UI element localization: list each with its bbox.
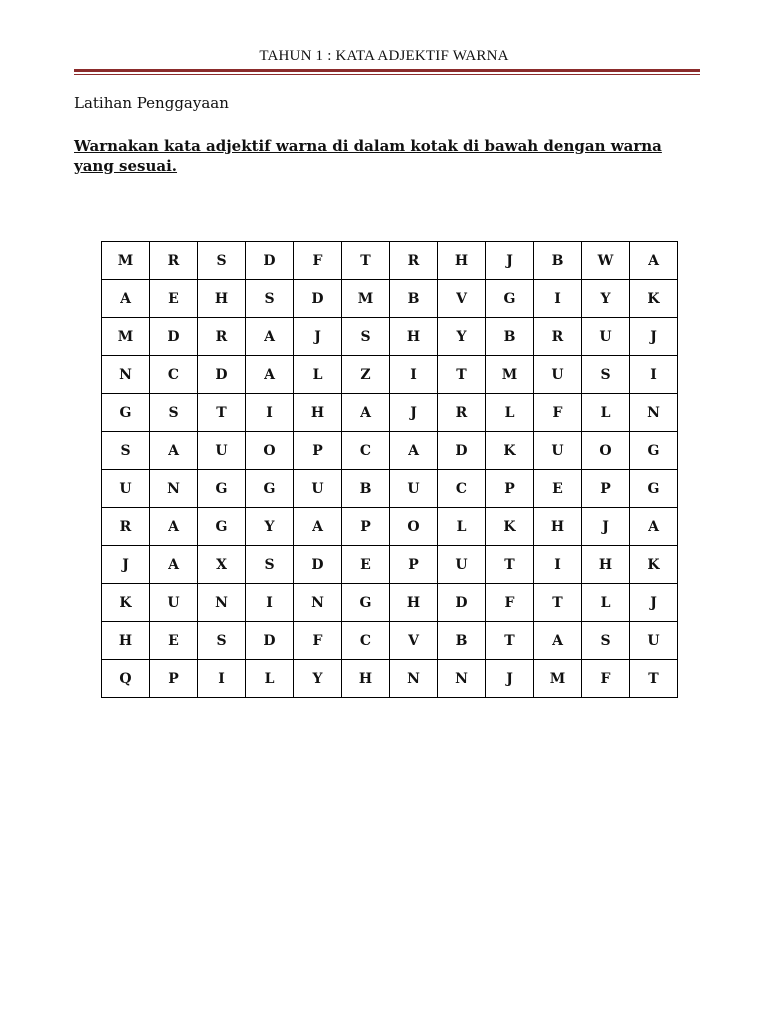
- grid-cell[interactable]: J: [630, 318, 678, 356]
- grid-cell[interactable]: N: [198, 584, 246, 622]
- grid-cell[interactable]: Y: [294, 660, 342, 698]
- grid-cell[interactable]: B: [390, 280, 438, 318]
- grid-cell[interactable]: G: [486, 280, 534, 318]
- grid-row: [102, 622, 678, 660]
- grid-cell[interactable]: M: [534, 660, 582, 698]
- grid-cell[interactable]: A: [246, 318, 294, 356]
- grid-cell[interactable]: N: [438, 660, 486, 698]
- grid-cell[interactable]: N: [630, 394, 678, 432]
- grid-cell[interactable]: H: [342, 660, 390, 698]
- grid-cell[interactable]: U: [102, 470, 150, 508]
- grid-cell[interactable]: D: [150, 318, 198, 356]
- grid-cell[interactable]: K: [630, 546, 678, 584]
- grid-cell[interactable]: T: [198, 394, 246, 432]
- grid-row: [102, 660, 678, 698]
- grid-cell[interactable]: F: [486, 584, 534, 622]
- grid-cell[interactable]: C: [342, 432, 390, 470]
- grid-cell[interactable]: F: [582, 660, 630, 698]
- grid-cell[interactable]: H: [102, 622, 150, 660]
- grid-cell[interactable]: D: [294, 546, 342, 584]
- grid-cell[interactable]: S: [150, 394, 198, 432]
- grid-cell[interactable]: A: [630, 242, 678, 280]
- grid-cell[interactable]: L: [294, 356, 342, 394]
- grid-cell[interactable]: G: [630, 432, 678, 470]
- grid-cell[interactable]: G: [102, 394, 150, 432]
- grid-cell[interactable]: S: [342, 318, 390, 356]
- grid-cell[interactable]: U: [438, 546, 486, 584]
- grid-cell[interactable]: J: [582, 508, 630, 546]
- grid-cell[interactable]: J: [486, 242, 534, 280]
- grid-cell[interactable]: A: [342, 394, 390, 432]
- grid-cell[interactable]: R: [438, 394, 486, 432]
- grid-cell[interactable]: V: [390, 622, 438, 660]
- grid-cell[interactable]: M: [102, 318, 150, 356]
- grid-cell[interactable]: U: [294, 470, 342, 508]
- grid-cell[interactable]: U: [534, 356, 582, 394]
- grid-cell[interactable]: C: [438, 470, 486, 508]
- grid-cell[interactable]: N: [294, 584, 342, 622]
- section-title: Latihan Penggayaan: [74, 94, 229, 112]
- grid-cell[interactable]: D: [438, 432, 486, 470]
- grid-cell[interactable]: P: [390, 546, 438, 584]
- grid-cell[interactable]: U: [534, 432, 582, 470]
- grid-cell[interactable]: N: [150, 470, 198, 508]
- grid-cell[interactable]: K: [486, 508, 534, 546]
- grid-cell[interactable]: J: [294, 318, 342, 356]
- grid-row: [102, 280, 678, 318]
- grid-cell[interactable]: Y: [438, 318, 486, 356]
- grid-cell[interactable]: E: [342, 546, 390, 584]
- grid-cell[interactable]: A: [102, 280, 150, 318]
- grid-cell[interactable]: R: [198, 318, 246, 356]
- grid-cell[interactable]: R: [102, 508, 150, 546]
- grid-cell[interactable]: S: [582, 356, 630, 394]
- grid-cell[interactable]: B: [534, 242, 582, 280]
- grid-cell[interactable]: Q: [102, 660, 150, 698]
- grid-cell[interactable]: N: [102, 356, 150, 394]
- grid-cell[interactable]: O: [582, 432, 630, 470]
- grid-cell[interactable]: I: [198, 660, 246, 698]
- grid-cell[interactable]: A: [150, 508, 198, 546]
- grid-cell[interactable]: O: [390, 508, 438, 546]
- grid-cell[interactable]: D: [438, 584, 486, 622]
- grid-cell[interactable]: M: [486, 356, 534, 394]
- grid-cell[interactable]: H: [438, 242, 486, 280]
- grid-cell[interactable]: I: [246, 584, 294, 622]
- grid-cell[interactable]: F: [534, 394, 582, 432]
- grid-cell[interactable]: A: [534, 622, 582, 660]
- grid-row: [102, 546, 678, 584]
- grid-cell[interactable]: P: [342, 508, 390, 546]
- grid-cell[interactable]: I: [246, 394, 294, 432]
- grid-cell[interactable]: X: [198, 546, 246, 584]
- grid-cell[interactable]: P: [582, 470, 630, 508]
- grid-cell[interactable]: P: [294, 432, 342, 470]
- grid-cell[interactable]: G: [198, 470, 246, 508]
- grid-cell[interactable]: S: [198, 622, 246, 660]
- grid-cell[interactable]: H: [534, 508, 582, 546]
- instruction-text: Warnakan kata adjektif warna di dalam kotak di bawah dengan warna yang sesuai.: [74, 137, 662, 175]
- grid-cell[interactable]: V: [438, 280, 486, 318]
- grid-cell[interactable]: G: [630, 470, 678, 508]
- grid-cell[interactable]: B: [438, 622, 486, 660]
- grid-row: [102, 394, 678, 432]
- grid-cell[interactable]: I: [534, 280, 582, 318]
- grid-cell[interactable]: H: [390, 584, 438, 622]
- page-header-title: TAHUN 1 : KATA ADJEKTIF WARNA: [259, 48, 509, 64]
- grid-cell[interactable]: P: [486, 470, 534, 508]
- grid-cell[interactable]: K: [486, 432, 534, 470]
- grid-cell[interactable]: I: [534, 546, 582, 584]
- grid-row: [102, 356, 678, 394]
- grid-cell[interactable]: A: [630, 508, 678, 546]
- header-rule-thin: [74, 74, 700, 75]
- grid-cell[interactable]: A: [294, 508, 342, 546]
- grid-cell[interactable]: T: [630, 660, 678, 698]
- grid-cell[interactable]: T: [486, 546, 534, 584]
- grid-cell[interactable]: G: [198, 508, 246, 546]
- grid-row: [102, 318, 678, 356]
- grid-cell[interactable]: U: [582, 318, 630, 356]
- grid-cell[interactable]: O: [246, 432, 294, 470]
- grid-cell[interactable]: Y: [246, 508, 294, 546]
- grid-cell[interactable]: S: [102, 432, 150, 470]
- grid-cell[interactable]: F: [294, 622, 342, 660]
- grid-cell[interactable]: I: [630, 356, 678, 394]
- grid-cell[interactable]: T: [438, 356, 486, 394]
- word-search-grid: [101, 241, 678, 698]
- grid-cell[interactable]: J: [102, 546, 150, 584]
- grid-cell[interactable]: G: [342, 584, 390, 622]
- grid-cell[interactable]: J: [630, 584, 678, 622]
- grid-cell[interactable]: L: [582, 584, 630, 622]
- grid-cell[interactable]: A: [150, 546, 198, 584]
- grid-cell[interactable]: G: [246, 470, 294, 508]
- grid-cell[interactable]: F: [294, 242, 342, 280]
- grid-cell[interactable]: E: [534, 470, 582, 508]
- grid-cell[interactable]: A: [390, 432, 438, 470]
- grid-row: [102, 584, 678, 622]
- grid-cell[interactable]: W: [582, 242, 630, 280]
- grid-cell[interactable]: K: [630, 280, 678, 318]
- grid-cell[interactable]: D: [246, 622, 294, 660]
- grid-cell[interactable]: S: [246, 546, 294, 584]
- grid-cell[interactable]: J: [486, 660, 534, 698]
- grid-cell[interactable]: H: [390, 318, 438, 356]
- grid-cell[interactable]: N: [390, 660, 438, 698]
- grid-cell[interactable]: S: [246, 280, 294, 318]
- grid-row: [102, 432, 678, 470]
- grid-cell[interactable]: D: [198, 356, 246, 394]
- grid-cell[interactable]: B: [486, 318, 534, 356]
- grid-cell[interactable]: H: [198, 280, 246, 318]
- grid-cell[interactable]: U: [390, 470, 438, 508]
- grid-cell[interactable]: R: [390, 242, 438, 280]
- grid-cell[interactable]: Z: [342, 356, 390, 394]
- grid-cell[interactable]: L: [486, 394, 534, 432]
- grid-cell[interactable]: A: [150, 432, 198, 470]
- grid-row: [102, 470, 678, 508]
- grid-cell[interactable]: H: [582, 546, 630, 584]
- grid-cell[interactable]: L: [582, 394, 630, 432]
- grid-cell[interactable]: I: [390, 356, 438, 394]
- grid-cell[interactable]: T: [342, 242, 390, 280]
- grid-cell[interactable]: R: [534, 318, 582, 356]
- grid-cell[interactable]: J: [390, 394, 438, 432]
- grid-cell[interactable]: A: [246, 356, 294, 394]
- grid-row: [102, 242, 678, 280]
- grid-cell[interactable]: S: [582, 622, 630, 660]
- grid-cell[interactable]: H: [294, 394, 342, 432]
- grid-cell[interactable]: P: [150, 660, 198, 698]
- grid-cell[interactable]: U: [198, 432, 246, 470]
- grid-cell[interactable]: E: [150, 622, 198, 660]
- grid-cell[interactable]: T: [534, 584, 582, 622]
- grid-cell[interactable]: D: [294, 280, 342, 318]
- grid-cell[interactable]: L: [438, 508, 486, 546]
- header-rule: [74, 69, 700, 72]
- grid-cell[interactable]: Y: [582, 280, 630, 318]
- grid-cell[interactable]: R: [150, 242, 198, 280]
- grid-cell[interactable]: S: [198, 242, 246, 280]
- grid-cell[interactable]: D: [246, 242, 294, 280]
- grid-cell[interactable]: C: [150, 356, 198, 394]
- grid-cell[interactable]: M: [102, 242, 150, 280]
- grid-cell[interactable]: E: [150, 280, 198, 318]
- grid-cell[interactable]: B: [342, 470, 390, 508]
- grid-cell[interactable]: U: [150, 584, 198, 622]
- grid-row: [102, 508, 678, 546]
- grid-cell[interactable]: L: [246, 660, 294, 698]
- grid-cell[interactable]: C: [342, 622, 390, 660]
- grid-cell[interactable]: K: [102, 584, 150, 622]
- grid-cell[interactable]: U: [630, 622, 678, 660]
- grid-cell[interactable]: T: [486, 622, 534, 660]
- grid-cell[interactable]: M: [342, 280, 390, 318]
